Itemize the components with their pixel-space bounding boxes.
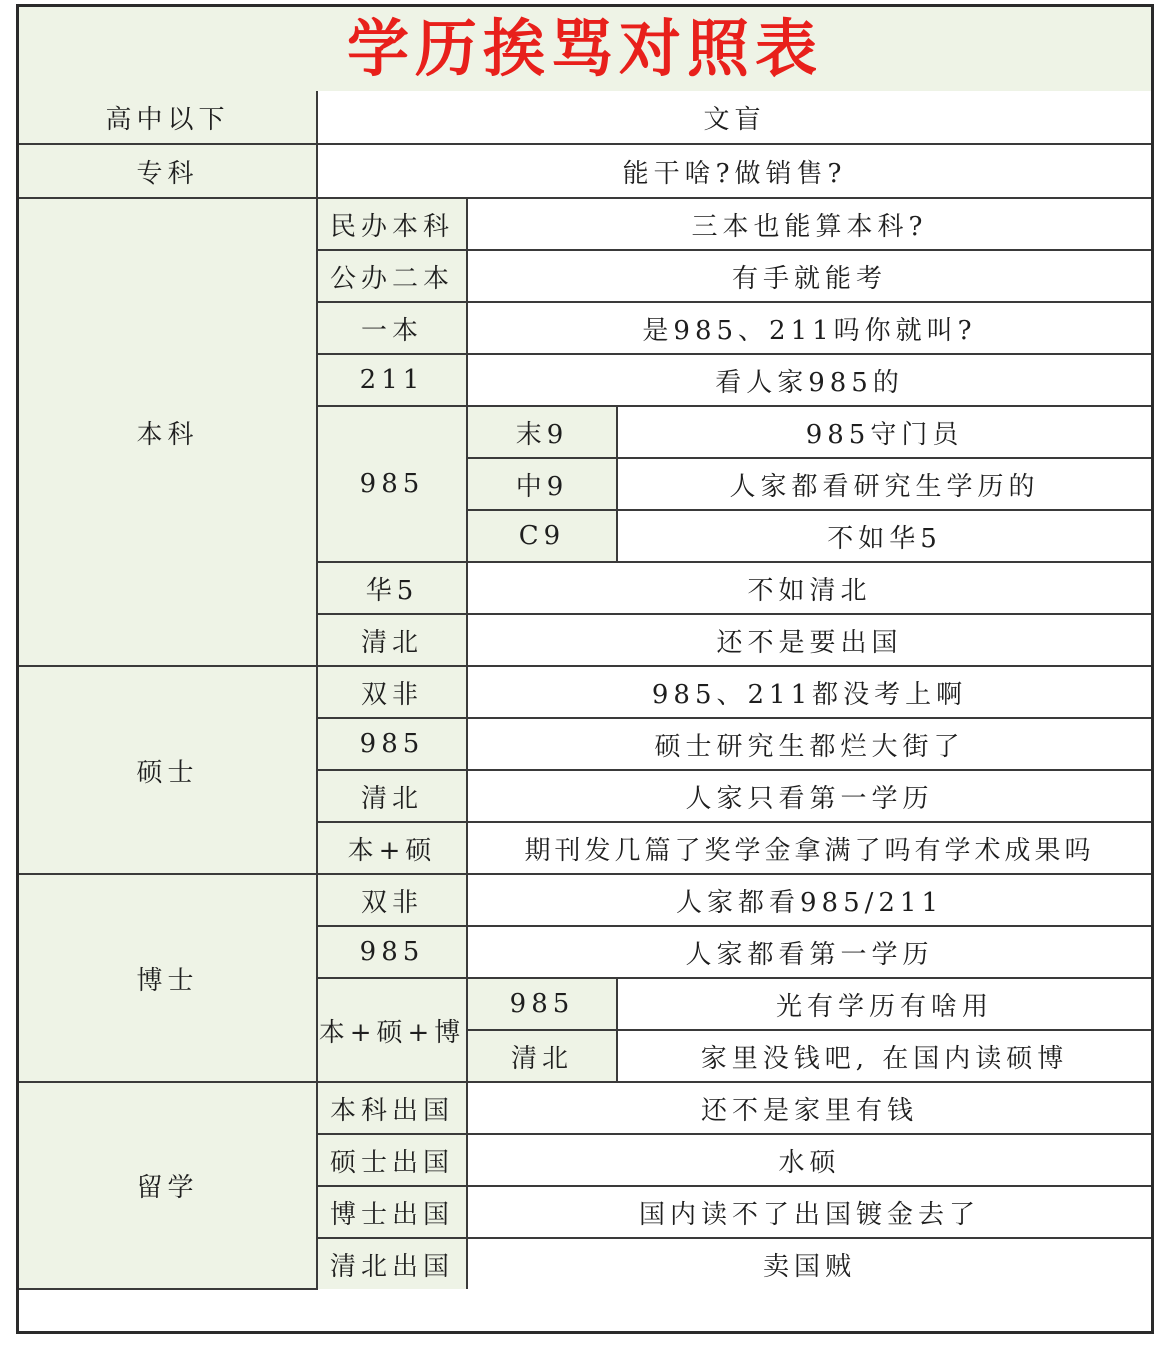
comment-cell: 985守门员: [617, 406, 1151, 458]
page-title: 学历挨骂对照表: [346, 12, 823, 85]
subcategory-label: 985: [317, 718, 467, 770]
comment-cell: 人家都看第一学历: [467, 926, 1151, 978]
comment-cell: 不如清北: [467, 562, 1151, 614]
comment-cell: 能干啥?做销售?: [317, 144, 1151, 198]
comment-cell: 看人家985的: [467, 354, 1151, 406]
table-row: [19, 198, 1151, 250]
comment-cell: 人家都看985/211: [467, 874, 1151, 926]
category-label: 硕士: [19, 666, 317, 874]
table-row: [19, 874, 1151, 926]
category-label: 本科: [19, 198, 317, 666]
comment-cell: 水硕: [467, 1134, 1151, 1186]
subcategory-label: 清北: [317, 614, 467, 666]
comment-cell: 三本也能算本科?: [467, 198, 1151, 250]
subcategory-label: 本+硕+博: [317, 978, 467, 1082]
subcategory-label: 一本: [317, 302, 467, 354]
subcategory-label: 民办本科: [317, 198, 467, 250]
table-row: [19, 1082, 1151, 1134]
comment-cell: 光有学历有啥用: [617, 978, 1151, 1030]
comment-cell: 文盲: [317, 91, 1151, 144]
comment-cell: 家里没钱吧, 在国内读硕博: [617, 1030, 1151, 1082]
comment-cell: 还不是要出国: [467, 614, 1151, 666]
tier-label: 末9: [467, 406, 617, 458]
comment-cell: 期刊发几篇了奖学金拿满了吗有学术成果吗: [467, 822, 1151, 874]
tier-label: 清北: [467, 1030, 617, 1082]
comment-cell: 还不是家里有钱: [467, 1082, 1151, 1134]
comment-cell: 人家都看研究生学历的: [617, 458, 1151, 510]
comment-cell: 硕士研究生都烂大街了: [467, 718, 1151, 770]
subcategory-label: 本科出国: [317, 1082, 467, 1134]
subcategory-label: 清北: [317, 770, 467, 822]
title-bar: [19, 7, 1151, 94]
category-label: 博士: [19, 874, 317, 1082]
category-label: 留学: [19, 1082, 317, 1289]
comment-cell: 是985、211吗你就叫?: [467, 302, 1151, 354]
tier-label: C9: [467, 510, 617, 562]
subcategory-label: 985: [317, 406, 467, 562]
category-label: 高中以下: [19, 91, 317, 144]
table-row: [19, 144, 1151, 198]
comment-cell: 985、211都没考上啊: [467, 666, 1151, 718]
subcategory-label: 双非: [317, 666, 467, 718]
subcategory-label: 博士出国: [317, 1186, 467, 1238]
comparison-table: [19, 91, 1151, 1290]
table-row: [19, 91, 1151, 144]
table-row: [19, 666, 1151, 718]
subcategory-label: 硕士出国: [317, 1134, 467, 1186]
subcategory-label: 双非: [317, 874, 467, 926]
subcategory-label: 211: [317, 354, 467, 406]
comment-cell: 有手就能考: [467, 250, 1151, 302]
subcategory-label: 本+硕: [317, 822, 467, 874]
comment-cell: 不如华5: [617, 510, 1151, 562]
comment-cell: 国内读不了出国镀金去了: [467, 1186, 1151, 1238]
comment-cell: 人家只看第一学历: [467, 770, 1151, 822]
subcategory-label: 公办二本: [317, 250, 467, 302]
category-label: 专科: [19, 144, 317, 198]
comment-cell: 卖国贼: [467, 1238, 1151, 1289]
tier-label: 985: [467, 978, 617, 1030]
subcategory-label: 清北出国: [317, 1238, 467, 1289]
tier-label: 中9: [467, 458, 617, 510]
subcategory-label: 985: [317, 926, 467, 978]
comparison-sheet: [16, 4, 1154, 1334]
subcategory-label: 华5: [317, 562, 467, 614]
